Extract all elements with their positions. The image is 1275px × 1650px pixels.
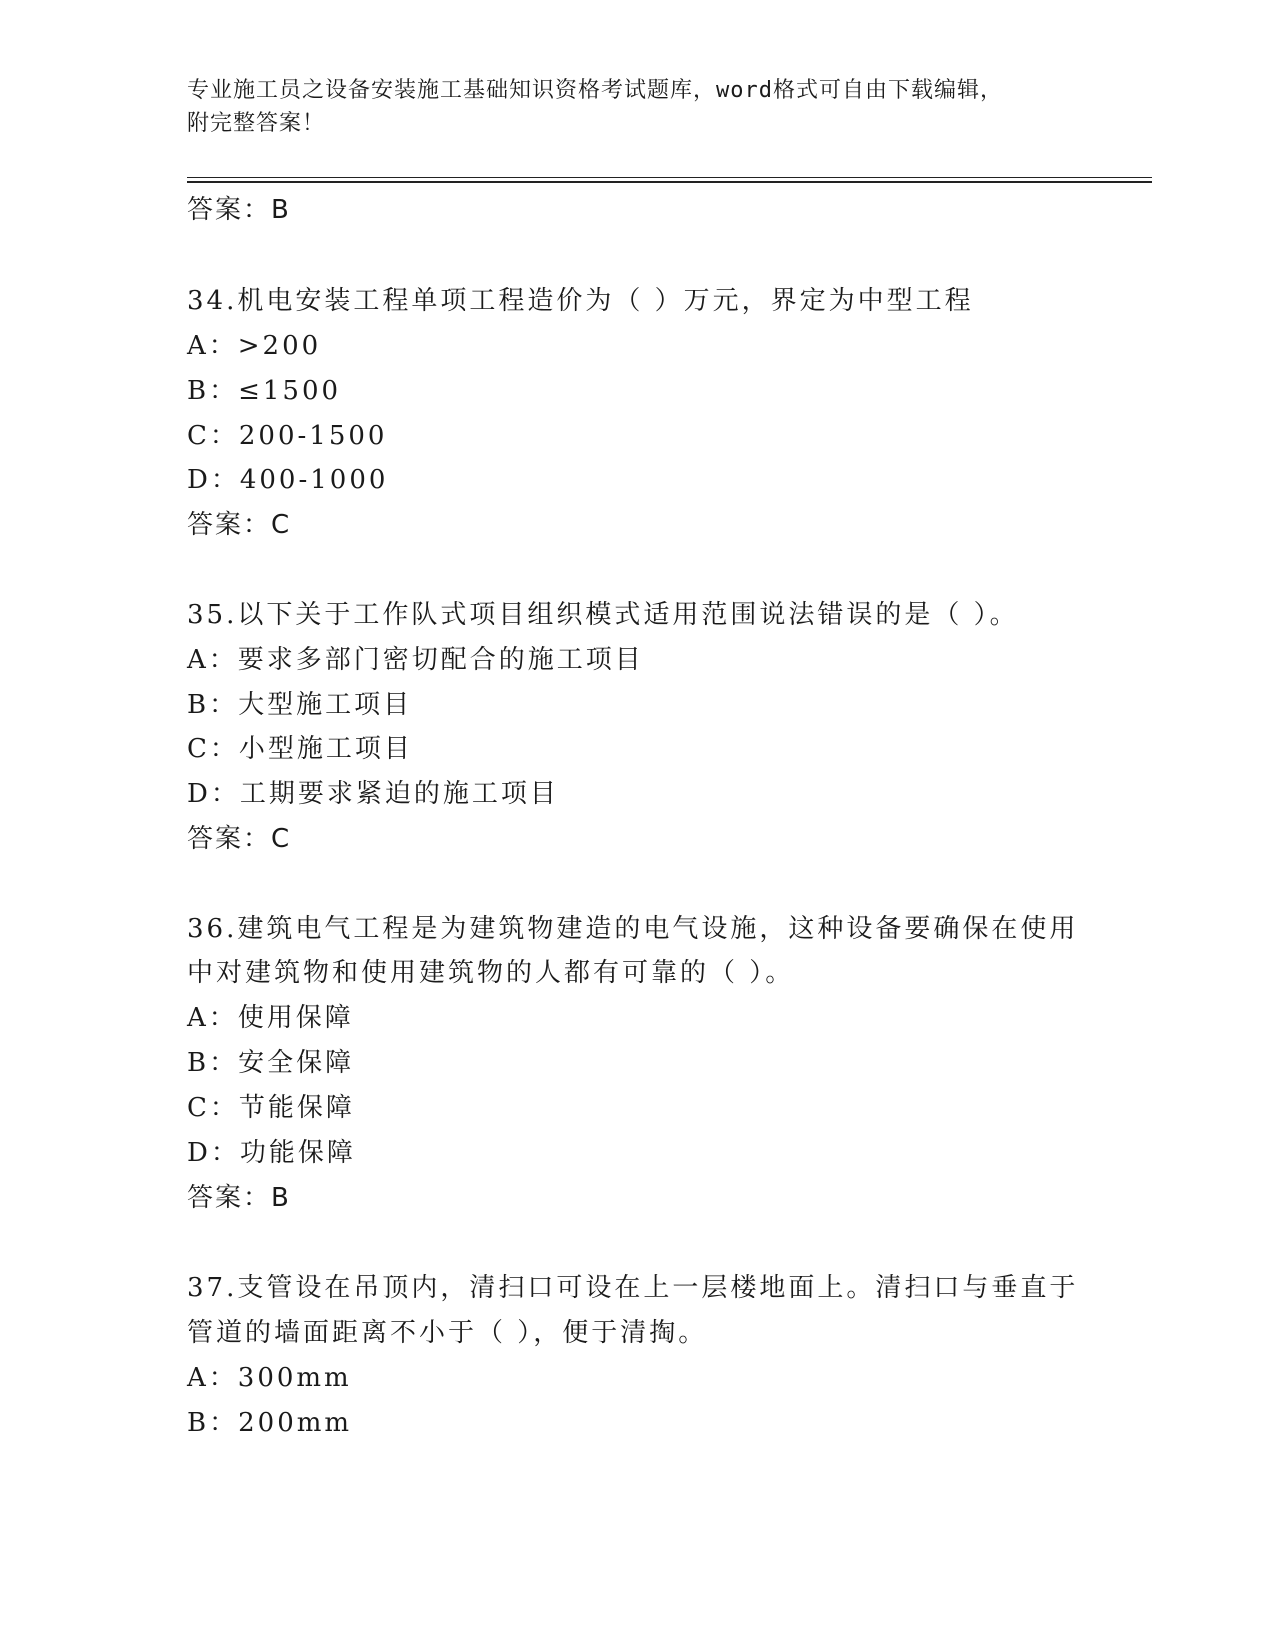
header-divider-thin bbox=[187, 177, 1152, 178]
question-34-answer: 答案：C bbox=[187, 510, 292, 540]
question-34-stem: 34.机电安装工程单项工程造价为（ ）万元，界定为中型工程 bbox=[187, 286, 974, 316]
question-34-option-d: D：400-1000 bbox=[187, 465, 389, 495]
header-divider-thick bbox=[187, 181, 1152, 183]
question-34-option-c: C：200-1500 bbox=[187, 421, 388, 451]
question-36-option-a: A：使用保障 bbox=[187, 1003, 354, 1033]
question-37-stem-line-1: 37.支管设在吊顶内，清扫口可设在上一层楼地面上。清扫口与垂直于 bbox=[187, 1273, 1079, 1303]
question-37-option-a: A：300mm bbox=[187, 1363, 352, 1393]
question-35-option-c: C：小型施工项目 bbox=[187, 734, 413, 764]
question-34-option-a: A：>200 bbox=[187, 331, 322, 361]
question-36-option-b: B：安全保障 bbox=[187, 1048, 355, 1078]
header-line-2: 附完整答案！ bbox=[187, 111, 326, 136]
question-34-option-b: B：≤1500 bbox=[187, 376, 342, 406]
question-35-option-d: D：工期要求紧迫的施工项目 bbox=[187, 779, 559, 809]
question-36-option-c: C：节能保障 bbox=[187, 1093, 355, 1123]
question-36-stem-line-2: 中对建筑物和使用建筑物的人都有可靠的（ ）。 bbox=[187, 958, 795, 988]
question-36-answer: 答案：B bbox=[187, 1183, 291, 1213]
question-35-stem: 35.以下关于工作队式项目组织模式适用范围说法错误的是（ ）。 bbox=[187, 600, 1019, 630]
question-37-stem-line-2: 管道的墙面距离不小于（ ），便于清掏。 bbox=[187, 1318, 708, 1348]
question-35-option-b: B：大型施工项目 bbox=[187, 690, 413, 720]
question-37-option-b: B：200mm bbox=[187, 1408, 353, 1438]
question-36-option-d: D：功能保障 bbox=[187, 1138, 356, 1168]
question-35-option-a: A：要求多部门密切配合的施工项目 bbox=[187, 645, 644, 675]
header-line-1: 专业施工员之设备安装施工基础知识资格考试题库，word格式可自由下载编辑， bbox=[187, 78, 1003, 103]
previous-answer: 答案：B bbox=[187, 195, 291, 225]
document-header bbox=[187, 74, 1107, 140]
question-36-stem-line-1: 36.建筑电气工程是为建筑物建造的电气设施，这种设备要确保在使用 bbox=[187, 914, 1079, 944]
question-35-answer: 答案：C bbox=[187, 824, 292, 854]
